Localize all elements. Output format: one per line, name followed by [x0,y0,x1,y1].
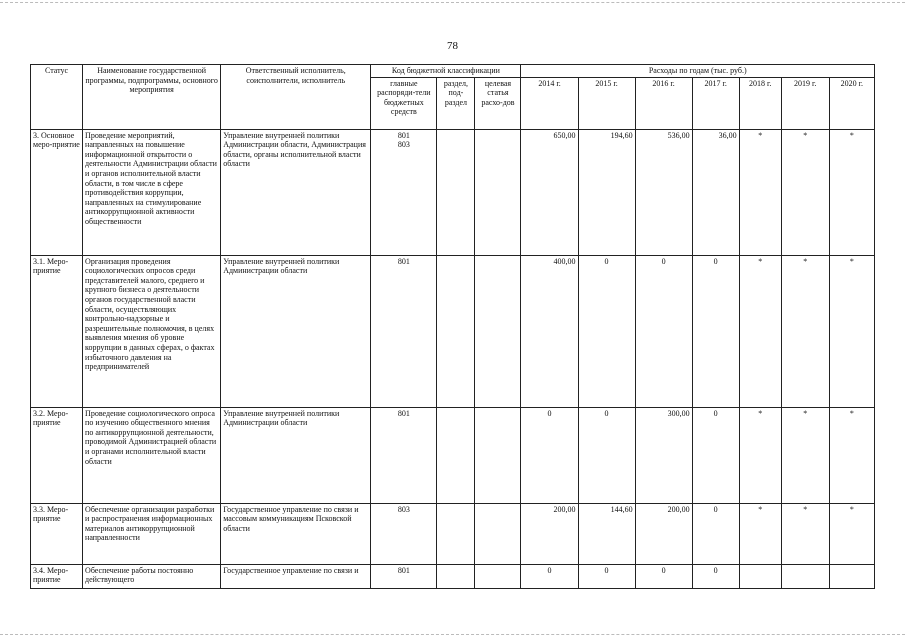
row-name: Обеспечение организации разработки и распространения информационных материалов антикоррупционной направленности [83,503,221,564]
row-value: * [739,129,781,255]
header-name: Наименование государственной программы, подпрограммы, основного мероприятия [83,65,221,130]
row-codes [371,129,437,255]
header-target: целевая статья расхо-дов [475,77,521,129]
row-value: * [781,255,829,407]
header-grbs: главные распоряди-тели бюджетных средств [371,77,437,129]
row-codes [371,564,437,588]
row-value: 0 [635,564,692,588]
row-code: 803 [397,504,410,514]
row-value: * [739,503,781,564]
header-year: 2019 г. [781,77,829,129]
row-value: * [781,407,829,503]
table-row [31,564,875,588]
row-name: Проведение мероприятий, направленных на повышение информационной открытости о деятельности Администрации области и органов исполнительной власти области, в том числе в сфере противодействия коррупции, направленных на стимулирование антикоррупционной активности общественности [83,129,221,255]
row-value [829,564,874,588]
row-executor: Государственное управление по связи и [221,564,371,588]
row-value: 0 [692,503,739,564]
row-value: * [829,407,874,503]
row-section [437,255,475,407]
row-value: 300,00 [635,407,692,503]
row-value: 650,00 [521,129,578,255]
row-value: 0 [521,407,578,503]
row-codes [371,407,437,503]
row-value: 400,00 [521,255,578,407]
table-row [31,255,875,407]
row-executor: Управление внутренней политики Администрации области, Администрация области, органы исполнительной власти области [221,129,371,255]
row-executor: Управление внутренней политики Администрации области [221,407,371,503]
row-value [739,564,781,588]
header-year: 2020 г. [829,77,874,129]
row-section [437,129,475,255]
table-row [31,407,875,503]
table-row [31,503,875,564]
row-code: 803 [397,140,410,150]
row-executor: Государственное управление по связи и массовым коммуникациям Псковской области [221,503,371,564]
row-section [437,407,475,503]
row-codes [371,503,437,564]
row-executor: Управление внутренней политики Администрации области [221,255,371,407]
row-value: * [781,503,829,564]
header-executor: Ответственный исполнитель, соисполнители, исполнитель [221,65,371,130]
row-value: 144,60 [578,503,635,564]
row-name: Организация проведения социологических опросов среди представителей малого, среднего и крупного бизнеса о деятельности органов государственной власти области, осуществляющих контрольно-надзорные и разрешительные полномочия, в целях выявления мнения об уровне коррупции в данных сферах, о фактах избыточного давления на предпринимателей [83,255,221,407]
header-year: 2017 г. [692,77,739,129]
row-value: 0 [578,407,635,503]
row-status: 3.3. Меро-приятие [31,503,83,564]
row-codes [371,255,437,407]
page-number: 78 [447,40,458,52]
row-value: 0 [521,564,578,588]
budget-table [30,64,875,589]
row-code: 801 [397,408,410,418]
scan-edge-bottom [0,634,905,635]
header-year: 2018 г. [739,77,781,129]
row-target [475,255,521,407]
row-value: 200,00 [521,503,578,564]
row-value: 536,00 [635,129,692,255]
header-year: 2016 г. [635,77,692,129]
row-section [437,564,475,588]
table-row [31,129,875,255]
row-value: * [829,255,874,407]
row-value: 0 [578,255,635,407]
row-value: * [781,129,829,255]
header-budget-code-group: Код бюджетной классификации [371,65,521,78]
row-code: 801 [397,565,410,575]
row-target [475,407,521,503]
header-year: 2014 г. [521,77,578,129]
row-value: * [739,255,781,407]
row-target [475,129,521,255]
row-value: * [739,407,781,503]
row-status: 3.1. Меро-приятие [31,255,83,407]
scan-edge-top [0,2,905,3]
row-value: 0 [578,564,635,588]
row-value: 0 [692,255,739,407]
row-name: Проведение социологического опроса по изучению общественного мнения по антикоррупционной деятельности, проводимой Администрацией области и органами исполнительной власти области [83,407,221,503]
table-header [31,65,875,130]
row-section [437,503,475,564]
row-value: 194,60 [578,129,635,255]
header-section: раздел, под-раздел [437,77,475,129]
row-target [475,503,521,564]
row-value: 0 [692,564,739,588]
row-name: Обеспечение работы постоянно действующего [83,564,221,588]
row-value: * [829,503,874,564]
row-code: 801 [397,256,410,266]
row-code: 801 [397,130,410,140]
row-value: * [829,129,874,255]
row-value [781,564,829,588]
header-year: 2015 г. [578,77,635,129]
header-expenses-group: Расходы по годам (тыс. руб.) [521,65,875,78]
row-target [475,564,521,588]
header-row-1 [31,65,875,78]
row-value: 0 [692,407,739,503]
row-value: 0 [635,255,692,407]
row-value: 200,00 [635,503,692,564]
row-status: 3.4. Меро-приятие [31,564,83,588]
header-status: Статус [31,65,83,130]
row-status: 3. Основное меро-приятие [31,129,83,255]
row-status: 3.2. Меро-приятие [31,407,83,503]
row-value: 36,00 [692,129,739,255]
